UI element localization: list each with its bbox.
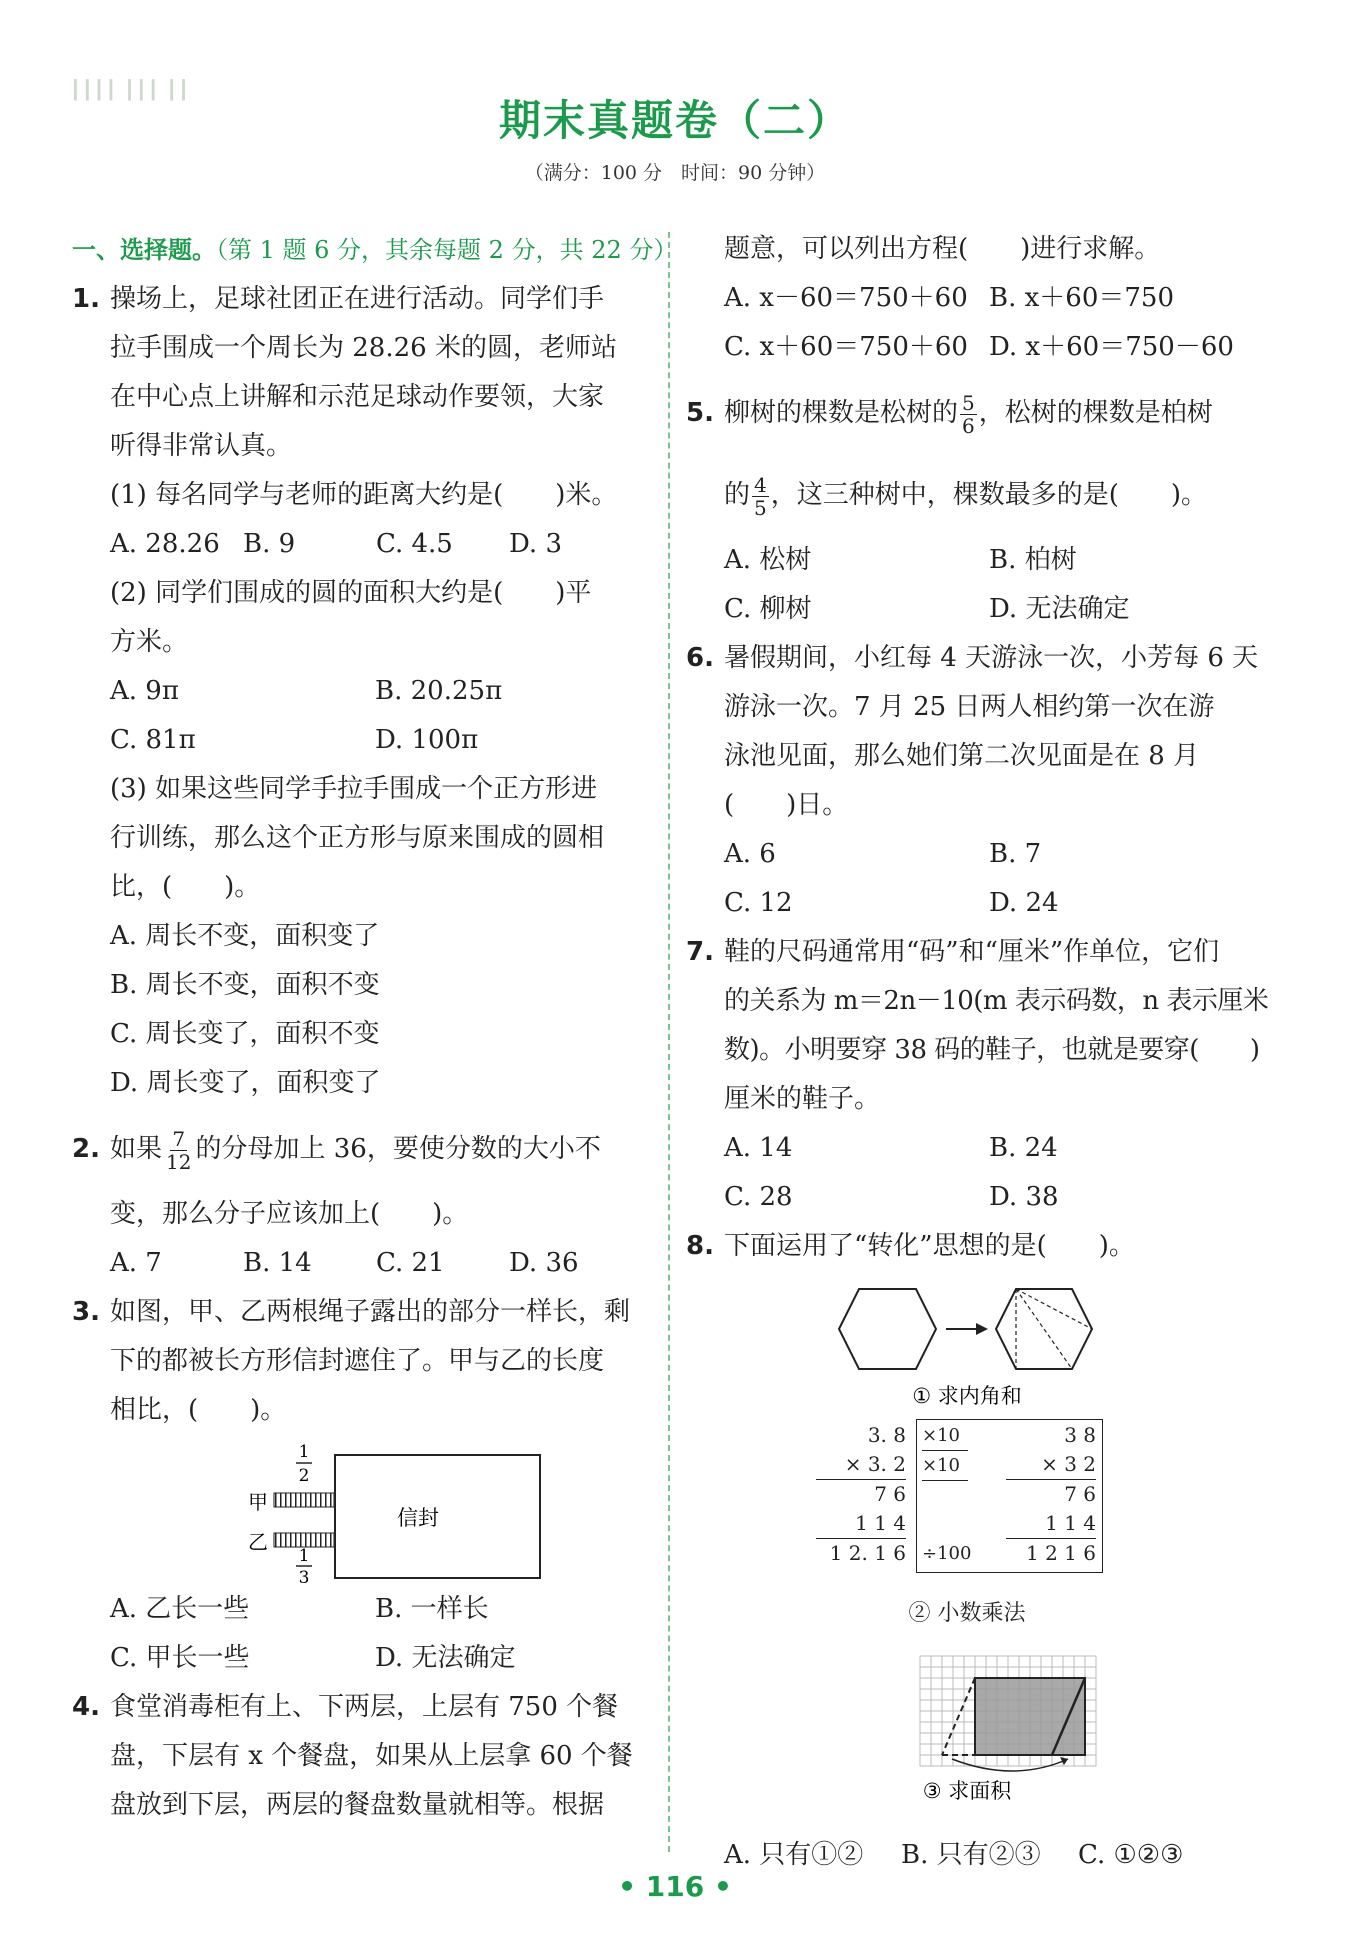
- option-d[interactable]: D. 无法确定: [989, 594, 1130, 624]
- options-row: [724, 830, 1271, 879]
- question-number: 1.: [72, 284, 100, 314]
- fraction-denominator: 6: [962, 413, 975, 438]
- faint-header-mark: ┃┃┃┃ ┃┃┃ ┃┃: [70, 80, 190, 101]
- calc-line: 1 1 4: [816, 1509, 906, 1539]
- option-c[interactable]: C. 81π: [110, 725, 196, 755]
- section-points: （第 1 题 6 分，其余每题 2 分，共 22 分）: [216, 236, 678, 264]
- option-b[interactable]: B. 只有②③: [901, 1840, 1041, 1870]
- options-row: [110, 667, 657, 716]
- option-b[interactable]: B. 一样长: [375, 1594, 489, 1624]
- options-row: [724, 1173, 1271, 1222]
- left-column: [72, 225, 678, 1830]
- option-a[interactable]: A. 6: [724, 839, 776, 869]
- subquestion-text: 行训练，那么这个正方形与原来围成的圆相: [110, 823, 605, 853]
- decimal-calc: [816, 1421, 906, 1568]
- question-text: 食堂消毒柜有上、下两层，上层有 750 个餐: [110, 1692, 619, 1722]
- calc-line: 7 6: [1064, 1482, 1096, 1506]
- question-number: 5.: [686, 398, 714, 428]
- question-1: [72, 275, 657, 1108]
- option-c[interactable]: C. 柳树: [724, 594, 812, 624]
- options-row: [110, 1634, 657, 1683]
- calc-note: ×10: [922, 1451, 968, 1481]
- option-b[interactable]: B. x＋60＝750: [989, 283, 1175, 313]
- question-text: 如图，甲、乙两根绳子露出的部分一样长，剩: [110, 1297, 631, 1327]
- multiplication-figure: [816, 1421, 1126, 1581]
- label-jia: 甲: [248, 1490, 268, 1514]
- options-row: [724, 536, 1271, 585]
- rope-jia: [274, 1493, 334, 1507]
- calc-line: × 3. 2: [816, 1450, 906, 1480]
- fraction-numerator: 4: [754, 472, 767, 497]
- question-6: [686, 634, 1271, 928]
- section-title: 一、选择题。: [72, 235, 216, 264]
- subquestion-text: 比，( )。: [110, 872, 261, 902]
- text-fragment: ，这三种树中，棵数最多的是( )。: [770, 480, 1208, 510]
- question-text: 操场上，足球社团正在进行活动。同学们手: [110, 284, 605, 314]
- option-a[interactable]: A. 14: [724, 1133, 793, 1163]
- option-c[interactable]: C. 12: [724, 888, 793, 918]
- calc-line: 3 8: [1064, 1423, 1096, 1447]
- calc-line: 7 6: [874, 1482, 906, 1506]
- question-4-continued: [686, 225, 1271, 372]
- subquestion-text: (1) 每名同学与老师的距离大约是( )米。: [110, 480, 618, 510]
- conversion-figures: [724, 1271, 1271, 1889]
- question-text: ( )日。: [724, 790, 849, 820]
- text-fragment: 的分母加上 36，要使分数的大小不: [195, 1134, 601, 1164]
- fraction: [960, 392, 977, 437]
- options-row: [110, 1585, 657, 1634]
- column-divider: [668, 232, 670, 1852]
- option-d[interactable]: D. 24: [989, 888, 1059, 918]
- question-text: 拉手围成一个周长为 28.26 米的圆，老师站: [110, 333, 617, 363]
- question-text: 盘，下层有 x 个餐盘，如果从上层拿 60 个餐: [110, 1741, 633, 1771]
- options-row: [724, 323, 1271, 372]
- question-text: 下的都被长方形信封遮住了。甲与乙的长度: [110, 1346, 605, 1376]
- hexagon-left: [839, 1289, 936, 1369]
- options-row: [724, 274, 1271, 323]
- integer-calc: [1006, 1421, 1096, 1568]
- caption-1: ① 求内角和: [912, 1384, 1022, 1408]
- options-row: [724, 1124, 1271, 1173]
- option-a[interactable]: A. 乙长一些: [110, 1594, 250, 1624]
- question-text: 在中心点上讲解和示范足球动作要领，大家: [110, 382, 605, 412]
- question-text: [110, 1108, 657, 1190]
- calc-note: ×10: [922, 1421, 968, 1451]
- area-grid-figure: [724, 1651, 1284, 1831]
- move-arrow: [952, 1759, 1068, 1771]
- arrow-head-icon: [976, 1323, 988, 1335]
- option-b[interactable]: B. 14: [243, 1248, 312, 1278]
- fraction-denominator: 12: [166, 1149, 192, 1174]
- envelope-diagram: [160, 1435, 600, 1585]
- option-c[interactable]: C. ①②③: [1078, 1840, 1184, 1870]
- calc-line: 1 2. 1 6: [829, 1541, 906, 1565]
- option-b[interactable]: B. 柏树: [989, 545, 1077, 575]
- fraction-top-numerator: 1: [298, 1442, 310, 1462]
- question-text: 泳池见面，那么她们第二次见面是在 8 月: [724, 741, 1200, 771]
- question-number: 6.: [686, 643, 714, 673]
- option-d[interactable]: D. 3: [509, 529, 562, 559]
- label-yi: 乙: [248, 1530, 268, 1554]
- question-text: [724, 372, 1271, 454]
- fraction: [752, 474, 769, 519]
- option-c[interactable]: C. 周长变了，面积不变: [110, 1019, 380, 1049]
- fraction-denominator: 5: [754, 495, 767, 520]
- option-d[interactable]: D. x＋60＝750－60: [989, 332, 1234, 362]
- subquestion-text: 方米。: [110, 627, 189, 657]
- calc-line: × 3 2: [1006, 1450, 1096, 1480]
- question-number: 3.: [72, 1297, 100, 1327]
- option-a[interactable]: A. 9π: [110, 676, 179, 706]
- option-a[interactable]: A. 只有①②: [724, 1840, 864, 1870]
- option-d[interactable]: D. 38: [989, 1182, 1059, 1212]
- page-subtitle: （满分：100 分 时间：90 分钟）: [524, 162, 826, 184]
- hexagon-right: [996, 1289, 1092, 1369]
- option-a[interactable]: A. 28.26: [110, 529, 220, 559]
- question-number: 4.: [72, 1692, 100, 1722]
- hexagon-figure: [724, 1271, 1284, 1411]
- text-fragment: 的: [724, 480, 751, 510]
- question-text: 相比，( )。: [110, 1395, 287, 1425]
- question-number: 2.: [72, 1134, 100, 1164]
- section-heading: [72, 225, 678, 275]
- option-a[interactable]: A. x－60＝750＋60: [724, 283, 968, 313]
- subquestion-text: (2) 同学们围成的圆的面积大约是( )平: [110, 578, 592, 608]
- question-text: 下面运用了“转化”思想的是( )。: [724, 1231, 1135, 1261]
- fraction-numerator: 7: [172, 1126, 186, 1151]
- options-row: [110, 1239, 657, 1288]
- options-row: [110, 716, 657, 765]
- text-fragment: 柳树的棵数是松树的: [724, 398, 959, 428]
- envelope-label: 信封: [397, 1506, 439, 1530]
- rope-yi: [274, 1533, 334, 1547]
- option-b[interactable]: B. 24: [989, 1133, 1058, 1163]
- fraction-top-denominator: 2: [298, 1466, 310, 1486]
- option-a[interactable]: A. 周长不变，面积变了: [110, 921, 380, 951]
- question-text: 厘米的鞋子。: [724, 1084, 881, 1114]
- question-text: 听得非常认真。: [110, 431, 293, 461]
- calc-line: 1 1 4: [1006, 1509, 1096, 1539]
- subquestion-text: (3) 如果这些同学手拉手围成一个正方形进: [110, 774, 598, 804]
- conversion-notes: [922, 1421, 972, 1568]
- page-title: 期末真题卷（二）: [498, 96, 851, 145]
- option-b[interactable]: B. 周长不变，面积不变: [110, 970, 380, 1000]
- text-fragment: ，松树的棵数是柏树: [978, 398, 1213, 428]
- option-a[interactable]: A. 7: [110, 1248, 162, 1278]
- question-text: [724, 454, 1271, 536]
- envelope-figure: [110, 1435, 657, 1585]
- question-text: 的关系为 m＝2n－10(m 表示码数，n 表示厘米: [724, 986, 1269, 1016]
- calc-line: 1 2 1 6: [1026, 1541, 1096, 1565]
- question-text: 盘放到下层，两层的餐盘数量就相等。根据: [110, 1790, 605, 1820]
- question-text: 数)。小明要穿 38 码的鞋子，也就是要穿( ): [724, 1035, 1260, 1065]
- calc-note: ÷100: [922, 1543, 972, 1564]
- caption-3: ③ 求面积: [922, 1779, 1012, 1803]
- question-2: [72, 1108, 657, 1288]
- option-d[interactable]: D. 周长变了，面积变了: [110, 1068, 381, 1098]
- options-row: [110, 520, 657, 569]
- question-number: 8.: [686, 1231, 714, 1261]
- question-5: [686, 372, 1271, 634]
- caption-2: ② 小数乘法: [908, 1601, 1026, 1626]
- option-d[interactable]: D. 无法确定: [375, 1643, 516, 1673]
- fraction-bottom-numerator: 1: [298, 1546, 310, 1566]
- question-text: 暑假期间，小红每 4 天游泳一次，小芳每 6 天: [724, 643, 1259, 673]
- option-c[interactable]: C. 甲长一些: [110, 1643, 250, 1673]
- arrow-head-icon: [1060, 1757, 1068, 1765]
- question-text: 游泳一次。7 月 25 日两人相约第一次在游: [724, 692, 1215, 722]
- question-3: [72, 1288, 657, 1683]
- question-text: 鞋的尺码通常用“码”和“厘米”作单位，它们: [724, 937, 1220, 967]
- calc-line: 3. 8: [867, 1423, 906, 1447]
- question-8: [686, 1222, 1271, 1889]
- diagonal-dashed: [1016, 1289, 1072, 1369]
- option-b[interactable]: B. 9: [243, 529, 296, 559]
- option-c[interactable]: C. 4.5: [376, 529, 453, 559]
- right-column: [686, 225, 1271, 1889]
- fraction-numerator: 5: [962, 390, 975, 415]
- options-row: [724, 585, 1271, 634]
- option-c[interactable]: C. 21: [376, 1248, 445, 1278]
- diagonal-dashed: [1016, 1289, 1092, 1329]
- question-text: 题意，可以列出方程( )进行求解。: [724, 234, 1161, 264]
- fraction: [164, 1128, 193, 1173]
- question-text: 变，那么分子应该加上( )。: [110, 1199, 469, 1229]
- option-d[interactable]: D. 36: [509, 1248, 579, 1278]
- text-fragment: 如果: [110, 1134, 163, 1164]
- options-row: [724, 879, 1271, 928]
- question-number: 7.: [686, 937, 714, 967]
- fraction-bottom-denominator: 3: [298, 1568, 310, 1585]
- parallelogram-dashed-edge: [942, 1678, 975, 1755]
- option-b[interactable]: B. 20.25π: [375, 676, 503, 706]
- question-7: [686, 928, 1271, 1222]
- question-4: [72, 1683, 657, 1830]
- option-d[interactable]: D. 100π: [375, 725, 479, 755]
- option-c[interactable]: C. x＋60＝750＋60: [724, 332, 968, 362]
- option-a[interactable]: A. 松树: [724, 545, 812, 575]
- option-b[interactable]: B. 7: [989, 839, 1042, 869]
- option-c[interactable]: C. 28: [724, 1182, 793, 1212]
- page-number: • 116 •: [618, 1870, 732, 1903]
